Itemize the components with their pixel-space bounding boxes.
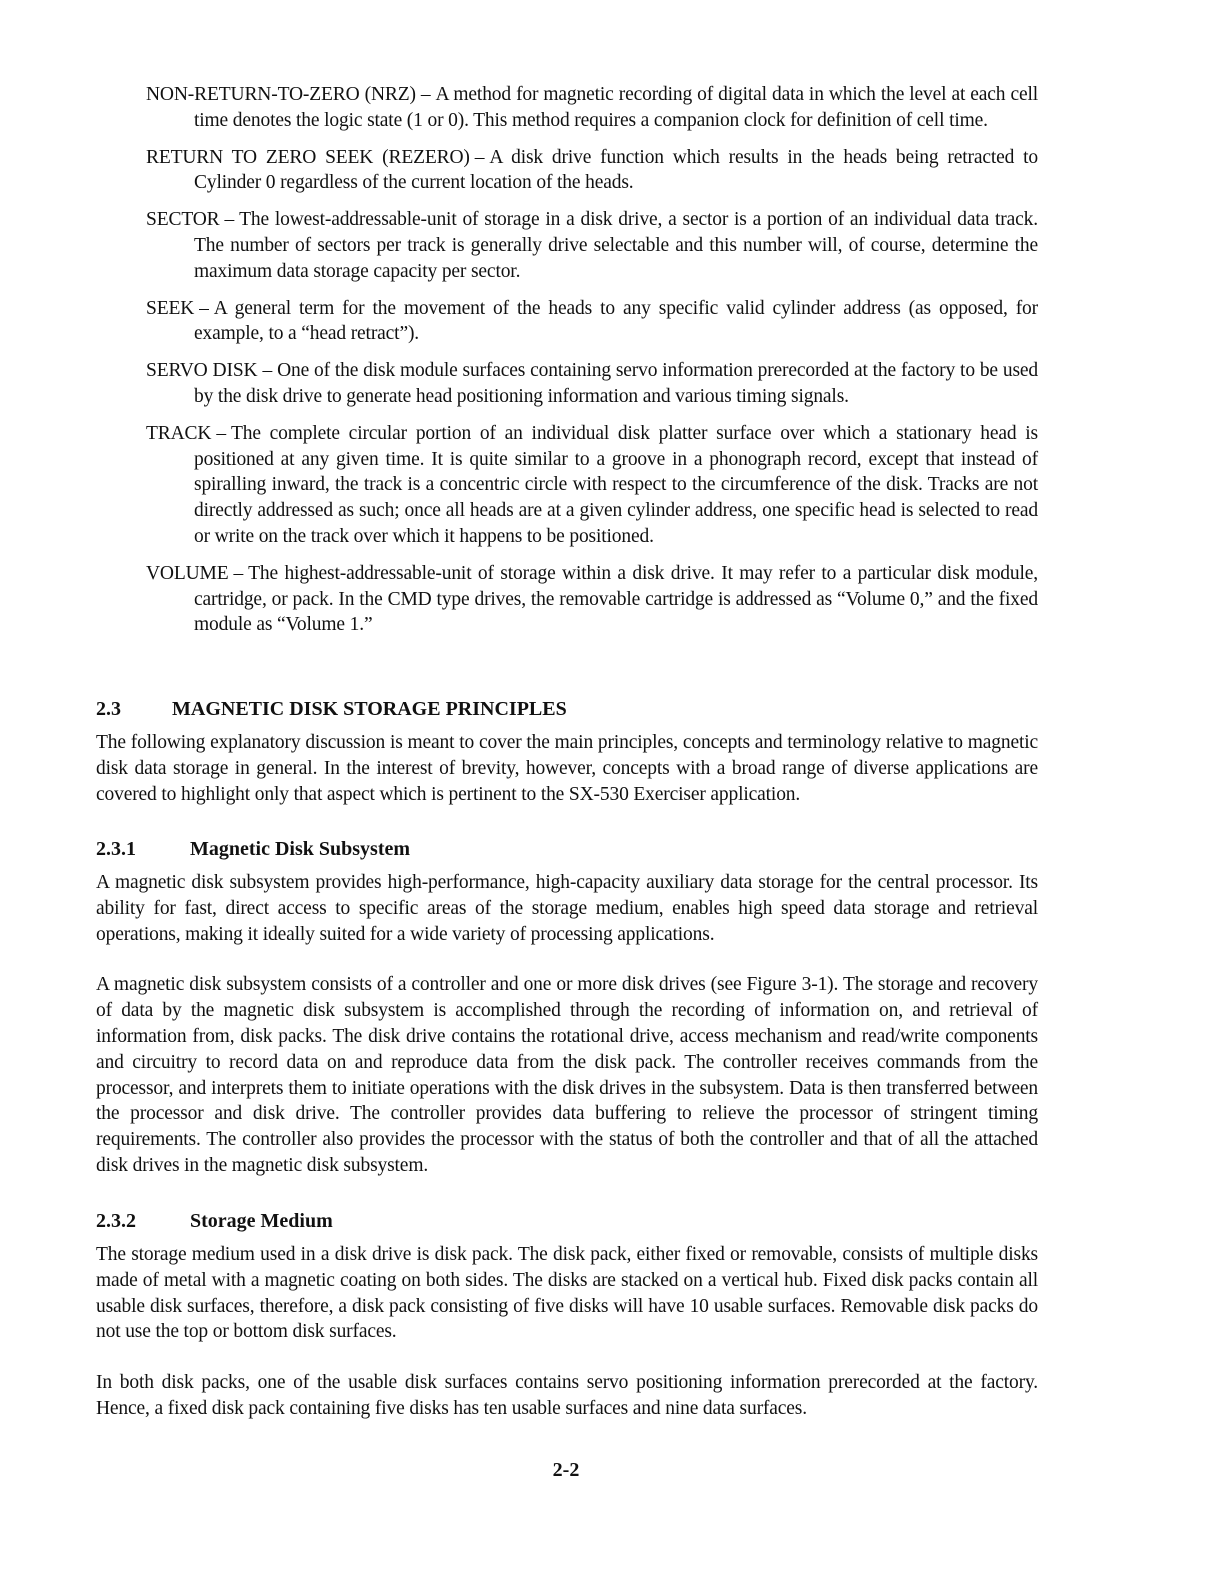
glossary-term: NON-RETURN-TO-ZERO (NRZ) xyxy=(146,84,416,105)
section-2-3 xyxy=(96,696,1038,807)
term-dash: – xyxy=(474,146,485,168)
paragraph: A magnetic disk subsystem consists of a controller and one or more disk drives (see Figure 3-1). The storage and recovery of data by the magnetic disk subsystem is accomplished through the recording of information on, and retrieval of information from, disk packs. The disk drive contains the rotational drive, access mechanism and read/write components and circuitry to record data on and reproduce data from the disk pack. The controller receives commands from the processor, and interprets them to initiate operations with the disk drives in the subsystem. Data is then transferred between the processor and disk drive. The controller provides data buffering to relieve the processor of stringent timing requirements. The controller also provides the processor with the status of both the controller and that of all the attached disk drives in the magnetic disk subsystem. xyxy=(96,974,1038,1176)
section-number: 2.3 xyxy=(96,698,121,720)
subsection-title: Storage Medium xyxy=(190,1210,333,1232)
section-paragraph: The following explanatory discussion is meant to cover the main principles, concepts and terminology relative to magnetic disk data storage in general. In the interest of brevity, however, concepts with a broad range of diverse applications are covered to highlight only that aspect which is pertinent to the SX-530 Exerciser application. xyxy=(96,732,1038,805)
subsection-title: Magnetic Disk Subsystem xyxy=(190,838,411,860)
glossary-definition: The complete circular portion of an individual disk platter surface over which a stationary head is positioned at any given time. It is quite similar to a groove in a phonograph record, except that instead of spiralling inward, the track is a concentric circle with respect to the circumference of the disk. Tracks are not directly addressed as such; once all heads are at a given cylinder address, one specific head is selected to read or write on the track over which it happens to be positioned. xyxy=(194,422,1038,547)
subsection-heading xyxy=(96,1208,1038,1234)
glossary-entry-sector xyxy=(146,207,1038,284)
paragraph: In both disk packs, one of the usable disk surfaces contains servo positioning information prerecorded at the factory. Hence, a fixed disk pack containing five disks has ten usable surfaces and nine data surfaces. xyxy=(96,1372,1038,1419)
term-dash: – xyxy=(199,297,209,319)
glossary-term: RETURN TO ZERO SEEK (REZERO) xyxy=(146,146,470,168)
glossary-definition: The highest-addressable-unit of storage within a disk drive. It may refer to a particular disk module, cartridge, or pack. In the CMD type drives, the removable cartridge is addressed as “Volume 0,” and the fixed module as “Volume 1.” xyxy=(194,562,1038,636)
glossary-definition: A method for magnetic recording of digital data in which the level at each cell time denotes the logic state (1 or 0). This method requires a companion clock for definition of cell time. xyxy=(194,84,1039,131)
term-dash: – xyxy=(420,84,431,105)
paragraph: A magnetic disk subsystem provides high-performance, high-capacity auxiliary data storage for the central processor. Its ability for fast, direct access to specific areas of the storage medium, enables high speed data storage and retrieval operations, making it ideally suited for a wide variety of processing applications. xyxy=(96,872,1038,945)
glossary-entry-rezero xyxy=(146,145,1038,197)
term-dash: – xyxy=(262,360,273,382)
paragraph: The storage medium used in a disk drive is disk pack. The disk pack, either fixed or removable, consists of multiple disks made of metal with a magnetic coating on both sides. The disks are stacked on a vertical hub. Fixed disk packs contain all usable disk surfaces, therefore, a disk pack consisting of five disks will have 10 usable surfaces. Removable disk packs do not use the top or bottom disk surfaces. xyxy=(96,1244,1038,1343)
glossary-term: SECTOR xyxy=(146,209,220,231)
glossary-term: SEEK xyxy=(146,297,195,319)
glossary-entry-nrz xyxy=(146,82,1038,134)
term-dash: – xyxy=(233,562,244,584)
glossary-entry-volume xyxy=(146,561,1038,638)
glossary-definition: A general term for the movement of the heads to any specific valid cylinder address (as opposed, for example, to a “head retract”). xyxy=(194,297,1038,345)
page-number: 2-2 xyxy=(552,1459,580,1481)
glossary-definition: One of the disk module surfaces containing servo information prerecorded at the factory to be used by the disk drive to generate head positioning information and various timing signals. xyxy=(194,360,1039,407)
glossary-definition: A disk drive function which results in the heads being retracted to Cylinder 0 regardless of the current location of the heads. xyxy=(194,146,1038,194)
glossary-entry-seek xyxy=(146,296,1038,348)
section-2-3-1 xyxy=(96,836,1038,1179)
subsection-number: 2.3.2 xyxy=(96,1210,136,1232)
glossary-term: VOLUME xyxy=(146,562,229,584)
term-dash: – xyxy=(224,209,235,231)
glossary-entry-track xyxy=(146,421,1038,550)
subsection-heading xyxy=(96,836,1038,862)
glossary-term: TRACK xyxy=(146,422,212,444)
subsection-number: 2.3.1 xyxy=(96,838,136,860)
section-2-3-2 xyxy=(96,1208,1038,1422)
glossary-term: SERVO DISK xyxy=(146,360,258,382)
glossary-entry-servo-disk xyxy=(146,358,1038,410)
glossary-definition: The lowest-addressable-unit of storage in a disk drive, a sector is a portion of an individual data track. The number of sectors per track is generally drive selectable and this number will, of course, determine the maximum data storage capacity per sector. xyxy=(194,209,1038,282)
section-heading xyxy=(96,696,1038,722)
glossary-list xyxy=(146,82,1038,649)
section-title: MAGNETIC DISK STORAGE PRINCIPLES xyxy=(172,698,567,720)
term-dash: – xyxy=(216,422,226,444)
